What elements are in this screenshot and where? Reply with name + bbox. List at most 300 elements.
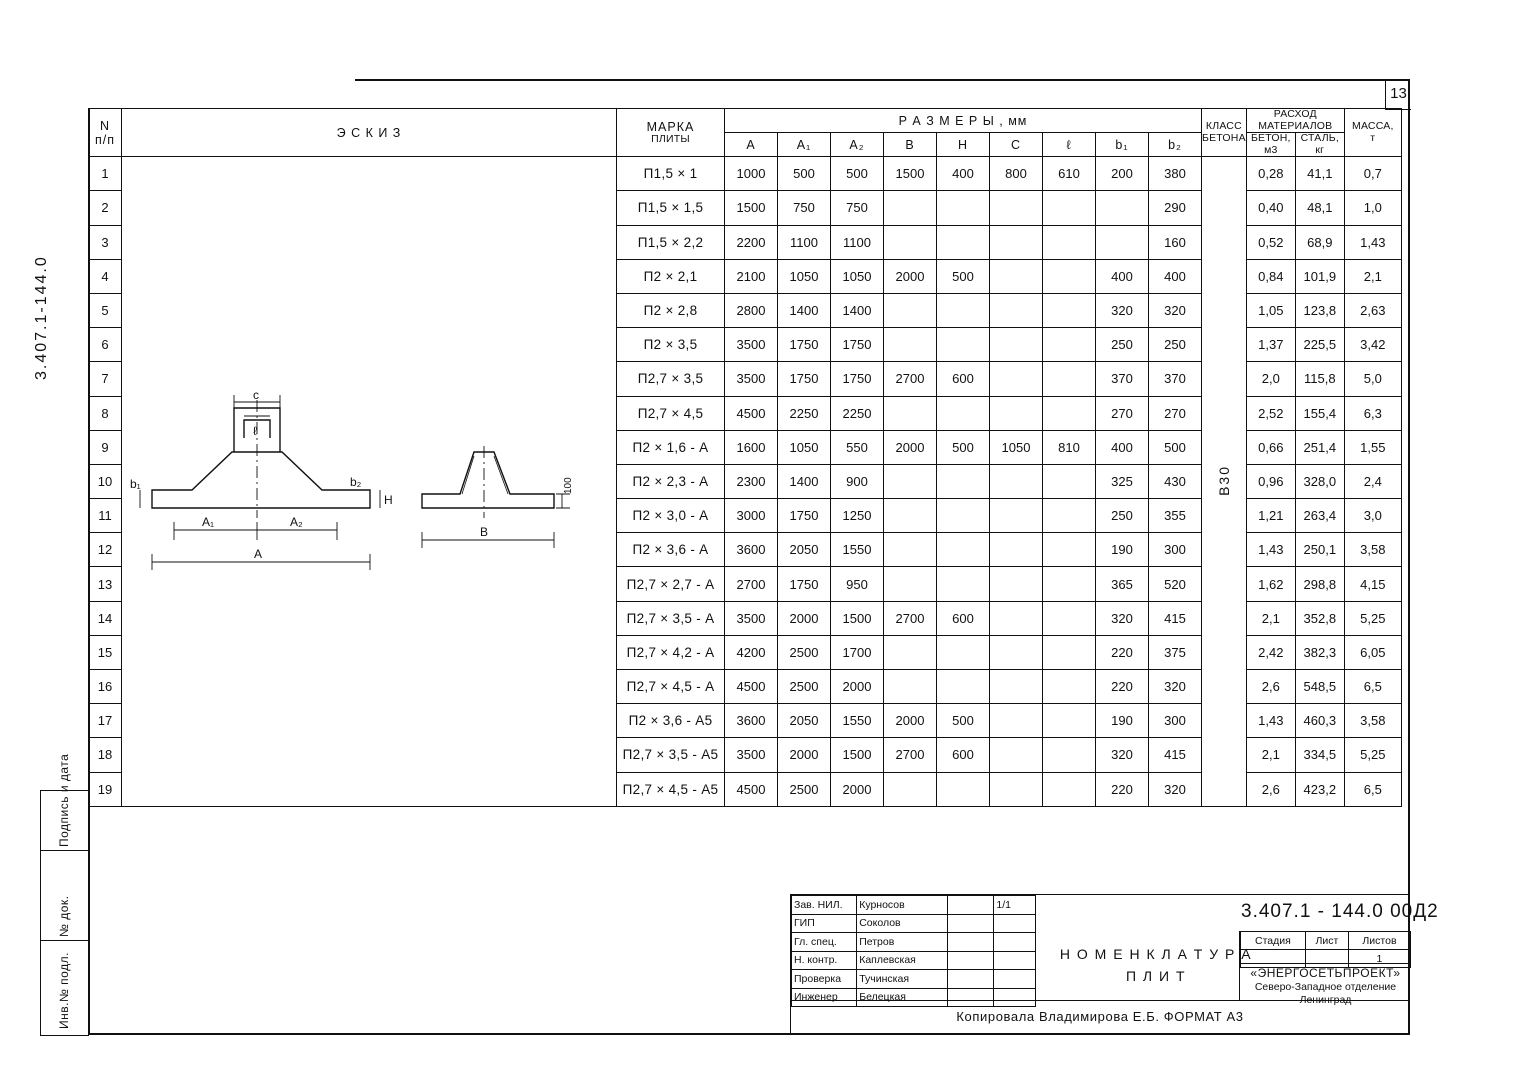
- cell-dim-A2: 1400: [831, 293, 884, 327]
- cell-dim-B: [884, 567, 937, 601]
- cell-dim-C: 800: [990, 157, 1043, 191]
- cell-dim-b1: 220: [1096, 635, 1149, 669]
- cell-steel: 48,1: [1295, 191, 1344, 225]
- cell-dim-A2: 1050: [831, 259, 884, 293]
- cell-dim-b2: 415: [1149, 601, 1202, 635]
- cell-dim-B: 2000: [884, 430, 937, 464]
- cell-concrete: 2,42: [1246, 635, 1295, 669]
- cell-dim-l: [1043, 738, 1096, 772]
- signature-name: Соколов: [857, 914, 948, 933]
- cell-dim-H: [937, 499, 990, 533]
- sketch-label-b1: b₁: [130, 477, 141, 491]
- cell-dim-l: [1043, 567, 1096, 601]
- cell-dim-H: [937, 396, 990, 430]
- cell-dim-b2: 500: [1149, 430, 1202, 464]
- signature-date: [994, 970, 1036, 989]
- cell-dim-A: 3500: [725, 738, 778, 772]
- cell-dim-b1: [1096, 225, 1149, 259]
- organization-block: [1239, 963, 1411, 1007]
- cell-dim-b2: 300: [1149, 704, 1202, 738]
- cell-dim-C: 1050: [990, 430, 1043, 464]
- cell-concrete: 2,52: [1246, 396, 1295, 430]
- cell-mass: 6,3: [1344, 396, 1401, 430]
- signature-role: Проверка: [792, 970, 857, 989]
- cell-dim-b1: 220: [1096, 772, 1149, 806]
- cell-dim-A2: 1100: [831, 225, 884, 259]
- cell-concrete: 1,62: [1246, 567, 1295, 601]
- cell-concrete: 1,37: [1246, 328, 1295, 362]
- cell-dim-A: 2200: [725, 225, 778, 259]
- cell-dim-b2: 160: [1149, 225, 1202, 259]
- cell-dim-b2: 380: [1149, 157, 1202, 191]
- cell-concrete: 0,28: [1246, 157, 1295, 191]
- cell-steel: 155,4: [1295, 396, 1344, 430]
- cell-dim-b2: 320: [1149, 670, 1202, 704]
- cell-dim-H: [937, 670, 990, 704]
- cell-index: 8: [89, 396, 122, 430]
- cell-steel: 123,8: [1295, 293, 1344, 327]
- header-steel: СТАЛЬ, кг: [1295, 133, 1344, 157]
- header-concrete-class: КЛАСС БЕТОНА: [1202, 109, 1247, 157]
- signature-date: [994, 951, 1036, 970]
- cell-dim-b1: 270: [1096, 396, 1149, 430]
- cell-mark: П2,7 × 2,7 - А: [617, 567, 725, 601]
- organization-branch: Северо-Западное отделение: [1254, 981, 1397, 993]
- cell-dim-A: 3000: [725, 499, 778, 533]
- page-number: 13: [1385, 79, 1411, 110]
- cell-dim-A: 1600: [725, 430, 778, 464]
- cell-index: 7: [89, 362, 122, 396]
- cell-index: 3: [89, 225, 122, 259]
- cell-dim-b2: 250: [1149, 328, 1202, 362]
- cell-index: 16: [89, 670, 122, 704]
- cell-dim-A1: 500: [778, 157, 831, 191]
- cell-dim-l: [1043, 499, 1096, 533]
- cell-dim-H: [937, 772, 990, 806]
- header-dim-b2: b₂: [1149, 133, 1202, 157]
- cell-dim-H: 500: [937, 430, 990, 464]
- header-materials: РАСХОД МАТЕРИАЛОВ: [1246, 109, 1344, 133]
- cell-mark: П2,7 × 4,5 - А5: [617, 772, 725, 806]
- cell-dim-A2: 2250: [831, 396, 884, 430]
- signature-mark: [947, 914, 994, 933]
- header-dims-group: Р А З М Е Р Ы , мм: [725, 109, 1202, 133]
- cell-dim-b2: 520: [1149, 567, 1202, 601]
- cell-mass: 5,0: [1344, 362, 1401, 396]
- cell-steel: 115,8: [1295, 362, 1344, 396]
- cell-index: 1: [89, 157, 122, 191]
- cell-dim-A1: 2050: [778, 533, 831, 567]
- cell-dim-H: 600: [937, 738, 990, 772]
- cell-dim-H: [937, 225, 990, 259]
- plate-sketch: [122, 390, 582, 590]
- cell-dim-A: 1500: [725, 191, 778, 225]
- cell-dim-A: 3600: [725, 704, 778, 738]
- cell-concrete: 2,1: [1246, 738, 1295, 772]
- cell-dim-A2: 1250: [831, 499, 884, 533]
- cell-dim-A1: 1100: [778, 225, 831, 259]
- cell-dim-H: [937, 464, 990, 498]
- cell-dim-B: [884, 772, 937, 806]
- cell-dim-A2: 1550: [831, 533, 884, 567]
- cell-dim-A: 4200: [725, 635, 778, 669]
- cell-mark: П1,5 × 1: [617, 157, 725, 191]
- cell-dim-C: [990, 293, 1043, 327]
- cell-dim-H: [937, 293, 990, 327]
- cell-dim-l: [1043, 601, 1096, 635]
- cell-dim-C: [990, 772, 1043, 806]
- cell-dim-A1: 1050: [778, 430, 831, 464]
- cell-dim-A: 3500: [725, 362, 778, 396]
- cell-mass: 3,58: [1344, 533, 1401, 567]
- cell-index: 14: [89, 601, 122, 635]
- cell-mass: 2,4: [1344, 464, 1401, 498]
- cell-dim-b1: 250: [1096, 328, 1149, 362]
- cell-dim-A2: 1500: [831, 738, 884, 772]
- signature-row: [792, 896, 1036, 915]
- cell-steel: 298,8: [1295, 567, 1344, 601]
- cell-mark: П2 × 3,5: [617, 328, 725, 362]
- cell-index: 13: [89, 567, 122, 601]
- cell-dim-H: [937, 191, 990, 225]
- stage-header-sheet: Лист: [1305, 932, 1348, 950]
- cell-dim-b1: 320: [1096, 293, 1149, 327]
- cell-dim-l: [1043, 772, 1096, 806]
- header-dim-B: B: [884, 133, 937, 157]
- cell-dim-b1: 250: [1096, 499, 1149, 533]
- document-title: Н О М Е Н К Л А Т У Р А П Л И Т: [1059, 946, 1253, 985]
- signature-mark: [947, 970, 994, 989]
- cell-mass: 3,0: [1344, 499, 1401, 533]
- cell-dim-C: [990, 259, 1043, 293]
- cell-dim-l: [1043, 225, 1096, 259]
- cell-dim-A: 3500: [725, 601, 778, 635]
- cell-dim-l: [1043, 396, 1096, 430]
- cell-concrete-class: [1202, 157, 1247, 807]
- cell-dim-A2: 500: [831, 157, 884, 191]
- cell-dim-b1: 400: [1096, 259, 1149, 293]
- cell-dim-C: [990, 191, 1043, 225]
- cell-concrete: 0,96: [1246, 464, 1295, 498]
- header-dim-H: H: [937, 133, 990, 157]
- cell-mass: 3,58: [1344, 704, 1401, 738]
- cell-dim-A1: 1750: [778, 499, 831, 533]
- signature-row: [792, 951, 1036, 970]
- stamp-cell-2: № док.: [41, 851, 89, 941]
- cell-mark: П1,5 × 1,5: [617, 191, 725, 225]
- cell-index: 10: [89, 464, 122, 498]
- cell-dim-A2: 950: [831, 567, 884, 601]
- signature-role: Инженер: [792, 988, 857, 1007]
- cell-mass: 2,1: [1344, 259, 1401, 293]
- cell-dim-C: [990, 362, 1043, 396]
- cell-dim-B: [884, 225, 937, 259]
- cell-dim-b1: 320: [1096, 738, 1149, 772]
- cell-dim-l: [1043, 533, 1096, 567]
- cell-concrete: 0,40: [1246, 191, 1295, 225]
- cell-dim-B: [884, 293, 937, 327]
- cell-dim-B: 2700: [884, 362, 937, 396]
- sketch-label-b2: b₂: [350, 475, 362, 489]
- cell-mark: П2 × 2,3 - А: [617, 464, 725, 498]
- cell-dim-A1: 2500: [778, 772, 831, 806]
- stamp-cell-3: Инв.№ подл.: [57, 952, 71, 1029]
- cell-dim-b2: 300: [1149, 533, 1202, 567]
- cell-dim-B: 1500: [884, 157, 937, 191]
- cell-dim-B: [884, 635, 937, 669]
- cell-dim-b2: 370: [1149, 362, 1202, 396]
- sketch-label-l: ℓ: [253, 424, 257, 438]
- cell-concrete: 2,1: [1246, 601, 1295, 635]
- cell-dim-A2: 2000: [831, 772, 884, 806]
- cell-mark: П2 × 2,8: [617, 293, 725, 327]
- cell-dim-B: 2000: [884, 259, 937, 293]
- header-dim-A1: A₁: [778, 133, 831, 157]
- cell-dim-B: [884, 328, 937, 362]
- cell-mark: П2 × 3,6 - А: [617, 533, 725, 567]
- cell-steel: 328,0: [1295, 464, 1344, 498]
- sketch-label-B: B: [480, 525, 489, 539]
- cell-dim-b1: 220: [1096, 670, 1149, 704]
- cell-dim-A2: 1500: [831, 601, 884, 635]
- cell-dim-b2: 320: [1149, 772, 1202, 806]
- cell-concrete: 1,05: [1246, 293, 1295, 327]
- signature-role: Н. контр.: [792, 951, 857, 970]
- signature-name: Каплевская: [857, 951, 948, 970]
- table-header: [89, 109, 1402, 157]
- header-dim-C: C: [990, 133, 1043, 157]
- cell-mass: 2,63: [1344, 293, 1401, 327]
- stage-sheet-block: [1239, 931, 1411, 963]
- cell-concrete: 0,52: [1246, 225, 1295, 259]
- header-mass: МАССА, т: [1344, 109, 1401, 157]
- sketch-label-A1: A₁: [202, 515, 215, 529]
- cell-dim-l: [1043, 362, 1096, 396]
- header-concrete: БЕТОН, м3: [1246, 133, 1295, 157]
- cell-dim-H: [937, 635, 990, 669]
- cell-index: 11: [89, 499, 122, 533]
- cell-dim-C: [990, 225, 1043, 259]
- cell-steel: 263,4: [1295, 499, 1344, 533]
- cell-dim-H: [937, 328, 990, 362]
- cell-mass: 0,7: [1344, 157, 1401, 191]
- cell-mass: 1,0: [1344, 191, 1401, 225]
- sketch-label-H: H: [384, 493, 393, 507]
- cell-dim-A: 3600: [725, 533, 778, 567]
- stage-header-stage: Стадия: [1241, 932, 1306, 950]
- signature-role: ГИП: [792, 914, 857, 933]
- cell-dim-b2: 320: [1149, 293, 1202, 327]
- plate-sketch-svg: [122, 390, 582, 590]
- cell-steel: 250,1: [1295, 533, 1344, 567]
- cell-mark: П2 × 3,0 - А: [617, 499, 725, 533]
- cell-concrete: 0,66: [1246, 430, 1295, 464]
- cell-dim-B: 2000: [884, 704, 937, 738]
- cell-concrete: 2,0: [1246, 362, 1295, 396]
- cell-steel: 41,1: [1295, 157, 1344, 191]
- cell-steel: 548,5: [1295, 670, 1344, 704]
- cell-steel: 460,3: [1295, 704, 1344, 738]
- cell-concrete: 0,84: [1246, 259, 1295, 293]
- cell-dim-A: 1000: [725, 157, 778, 191]
- cell-dim-C: [990, 328, 1043, 362]
- cell-mark: П2 × 1,6 - А: [617, 430, 725, 464]
- signature-date: 1/1: [994, 896, 1036, 915]
- cell-dim-l: [1043, 670, 1096, 704]
- cell-dim-A1: 2250: [778, 396, 831, 430]
- cell-dim-b2: 400: [1149, 259, 1202, 293]
- cell-dim-B: [884, 396, 937, 430]
- header-mark: МАРКА ПЛИТЫ: [617, 109, 725, 157]
- cell-dim-A: 4500: [725, 772, 778, 806]
- cell-dim-b1: [1096, 191, 1149, 225]
- signature-name: Белецкая: [857, 988, 948, 1007]
- cell-dim-b1: 190: [1096, 704, 1149, 738]
- cell-dim-A: 2300: [725, 464, 778, 498]
- cell-dim-b1: 325: [1096, 464, 1149, 498]
- header-dim-A2: A₂: [831, 133, 884, 157]
- cell-dim-A2: 900: [831, 464, 884, 498]
- cell-dim-A2: 1750: [831, 362, 884, 396]
- cell-mark: П1,5 × 2,2: [617, 225, 725, 259]
- cell-dim-H: [937, 567, 990, 601]
- copy-footer: Копировала Владимирова Е.Б. ФОРМАТ А3: [956, 1009, 1244, 1024]
- cell-steel: 68,9: [1295, 225, 1344, 259]
- cell-dim-A2: 550: [831, 430, 884, 464]
- cell-dim-A2: 1700: [831, 635, 884, 669]
- cell-mark: П2,7 × 3,5 - А5: [617, 738, 725, 772]
- cell-steel: 334,5: [1295, 738, 1344, 772]
- cell-steel: 423,2: [1295, 772, 1344, 806]
- cell-dim-B: 2700: [884, 601, 937, 635]
- cell-dim-b1: 400: [1096, 430, 1149, 464]
- cell-dim-l: 810: [1043, 430, 1096, 464]
- header-dim-l: ℓ: [1043, 133, 1096, 157]
- cell-dim-C: [990, 499, 1043, 533]
- cell-dim-A: 2800: [725, 293, 778, 327]
- sketch-label-A: A: [254, 547, 263, 561]
- cell-index: 5: [89, 293, 122, 327]
- cell-index: 19: [89, 772, 122, 806]
- cell-index: 12: [89, 533, 122, 567]
- signature-name: Курносов: [857, 896, 948, 915]
- cell-dim-l: [1043, 704, 1096, 738]
- cell-dim-l: [1043, 191, 1096, 225]
- cell-dim-H: [937, 533, 990, 567]
- header-index: N п/п: [89, 109, 122, 157]
- cell-concrete: 1,43: [1246, 704, 1295, 738]
- cell-dim-b2: 430: [1149, 464, 1202, 498]
- cell-dim-l: [1043, 635, 1096, 669]
- signature-date: [994, 914, 1036, 933]
- cell-dim-B: [884, 670, 937, 704]
- cell-steel: 251,4: [1295, 430, 1344, 464]
- cell-dim-A1: 2500: [778, 635, 831, 669]
- cell-dim-A1: 2000: [778, 601, 831, 635]
- document-code: 3.407.1 - 144.0 00Д2: [1241, 901, 1439, 922]
- frame-top-border: [355, 79, 1410, 81]
- cell-dim-C: [990, 670, 1043, 704]
- cell-index: 17: [89, 704, 122, 738]
- cell-dim-b1: 190: [1096, 533, 1149, 567]
- cell-dim-H: 500: [937, 259, 990, 293]
- cell-dim-l: [1043, 259, 1096, 293]
- sketch-label-100: 100: [563, 477, 574, 494]
- cell-mark: П2 × 2,1: [617, 259, 725, 293]
- cell-dim-b2: 375: [1149, 635, 1202, 669]
- cell-steel: 352,8: [1295, 601, 1344, 635]
- cell-dim-B: [884, 533, 937, 567]
- cell-dim-A1: 1750: [778, 362, 831, 396]
- cell-dim-A1: 750: [778, 191, 831, 225]
- cell-concrete: 1,21: [1246, 499, 1295, 533]
- cell-dim-C: [990, 396, 1043, 430]
- cell-index: 6: [89, 328, 122, 362]
- cell-steel: 382,3: [1295, 635, 1344, 669]
- cell-mark: П2,7 × 4,2 - А: [617, 635, 725, 669]
- cell-mass: 5,25: [1344, 601, 1401, 635]
- cell-concrete: 2,6: [1246, 670, 1295, 704]
- cell-dim-l: 610: [1043, 157, 1096, 191]
- cell-dim-b2: 290: [1149, 191, 1202, 225]
- cell-mass: 6,05: [1344, 635, 1401, 669]
- cell-index: 15: [89, 635, 122, 669]
- cell-dim-b1: 370: [1096, 362, 1149, 396]
- cell-dim-l: [1043, 464, 1096, 498]
- cell-dim-C: [990, 464, 1043, 498]
- cell-dim-C: [990, 738, 1043, 772]
- cell-dim-b2: 355: [1149, 499, 1202, 533]
- cell-dim-A: 2700: [725, 567, 778, 601]
- cell-dim-A1: 1400: [778, 293, 831, 327]
- cell-dim-C: [990, 635, 1043, 669]
- cell-mark: П2,7 × 4,5 - А: [617, 670, 725, 704]
- title-block-signatures: [791, 895, 1036, 1004]
- cell-dim-H: 400: [937, 157, 990, 191]
- cell-dim-C: [990, 533, 1043, 567]
- signature-name: Петров: [857, 933, 948, 952]
- cell-dim-A: 2100: [725, 259, 778, 293]
- header-dim-b1: b₁: [1096, 133, 1149, 157]
- signature-mark: [947, 951, 994, 970]
- cell-dim-l: [1043, 293, 1096, 327]
- signature-role: Зав. НИЛ.: [792, 896, 857, 915]
- stamp-cell-1: Подпись и дата: [41, 791, 89, 851]
- cell-mark: П2,7 × 3,5: [617, 362, 725, 396]
- signature-table: [791, 895, 1036, 1007]
- cell-steel: 101,9: [1295, 259, 1344, 293]
- cell-mark: П2 × 3,6 - А5: [617, 704, 725, 738]
- signature-row: [792, 970, 1036, 989]
- cell-mass: 1,55: [1344, 430, 1401, 464]
- sketch-label-c: c: [253, 390, 259, 402]
- left-stamp-strip: [40, 753, 89, 1036]
- cell-dim-C: [990, 601, 1043, 635]
- cell-mass: 3,42: [1344, 328, 1401, 362]
- cell-dim-H: 600: [937, 362, 990, 396]
- cell-index: 2: [89, 191, 122, 225]
- cell-index: 9: [89, 430, 122, 464]
- header-sketch: Э С К И З: [122, 109, 617, 157]
- cell-mass: 6,5: [1344, 772, 1401, 806]
- cell-dim-b1: 320: [1096, 601, 1149, 635]
- cell-dim-b2: 415: [1149, 738, 1202, 772]
- signature-date: [994, 933, 1036, 952]
- cell-dim-H: 600: [937, 601, 990, 635]
- cell-dim-A: 3500: [725, 328, 778, 362]
- cell-dim-A1: 1750: [778, 567, 831, 601]
- document-code-vertical: 3.407.1-144.0: [33, 255, 50, 380]
